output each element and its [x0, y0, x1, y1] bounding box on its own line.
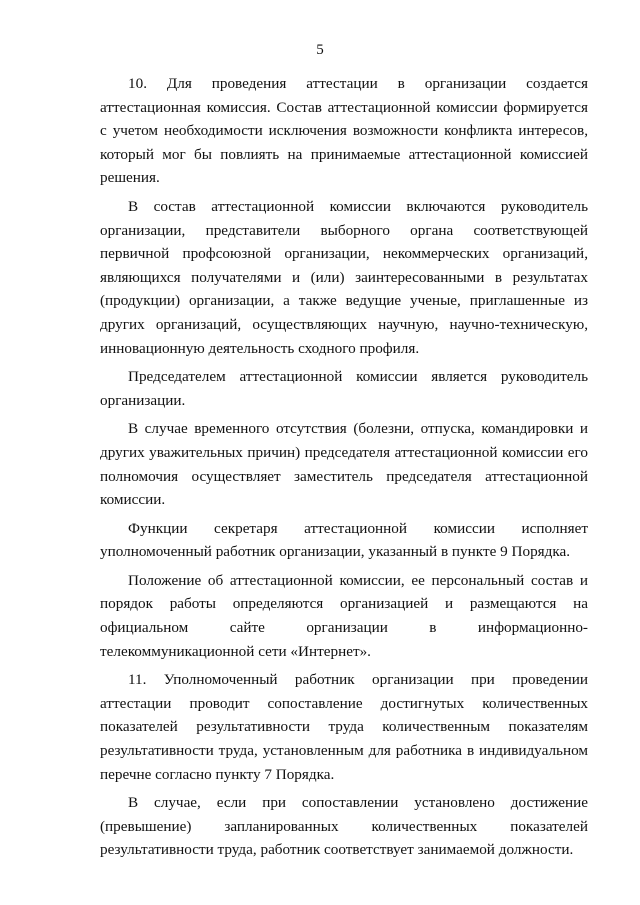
paragraph-chair-absence: В случае временного отсутствия (болезни, отпуска, командировки и других уважительных причин) председателя аттестационной комиссии его полномочия осуществляет заместитель председателя аттестационной комиссии. — [100, 420, 588, 509]
paragraph-commission-regulations: Положение об аттестационной комиссии, ее персональный состав и порядок работы определяются организацией и размещаются на официальном сайте организации в информационно-телекоммуникационной сети «Интернет». — [100, 571, 588, 660]
paragraph-commission-creation: 10. Для проведения аттестации в организации создается аттестационная комиссия. Состав аттестационной комиссии формируется с учетом необходимости исключения возможности конфликта интересов, который мог бы повлиять на принимаемые аттестационной комиссией решения. — [100, 75, 588, 187]
page-number: 5 — [316, 42, 324, 58]
paragraph-secretary-functions: Функции секретаря аттестационной комиссии исполняет уполномоченный работник организации, указанный в пункте 9 Порядка. — [100, 519, 588, 561]
paragraph-commission-chair: Председателем аттестационной комиссии является руководитель организации. — [100, 368, 588, 409]
paragraph-indicator-comparison: 11. Уполномоченный работник организации при проведении аттестации проводит сопоставление достигнутых количественных показателей результативности труда количественным показателям результативности труда, установленным для работника в индивидуальном перечне согласно пункту 7 Порядка. — [100, 671, 588, 783]
paragraph-commission-composition: В состав аттестационной комиссии включаются руководитель организации, представители выборного органа соответствующей первичной профсоюзной организации, некоммерческих организаций, являющихся получателями и (или) заинтересованными в результатах (продукции) организации, а также ведущие ученые, приглашенные из других организаций, осуществляющих научную, научно-техническую, инновационную деятельность сходного профиля. — [100, 197, 588, 357]
paragraph-position-compliance: В случае, если при сопоставлении установлено достижение (превышение) запланированных количественных показателей результативности труда, работник соответствует занимаемой должности. — [100, 794, 588, 859]
document-body — [100, 72, 588, 867]
